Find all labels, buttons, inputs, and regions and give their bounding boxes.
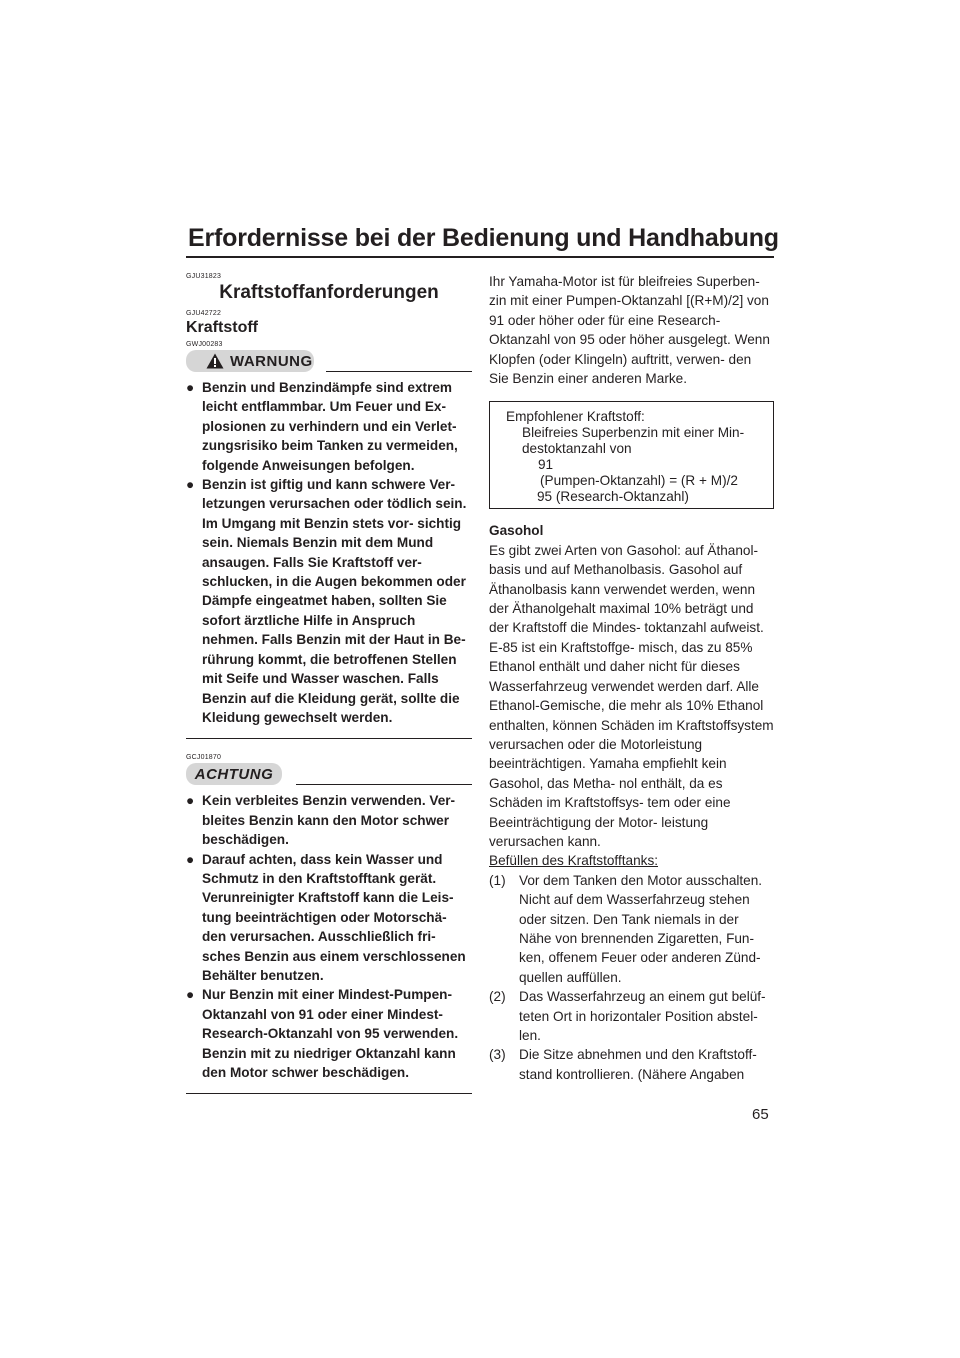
list-item: (3) Die Sitze abnehmen und den Kraftstoff- stand kontrollieren. (Nähere Angaben bbox=[489, 1047, 757, 1082]
spec-line: (Pumpen-Oktanzahl) = (R + M)/2 bbox=[540, 473, 738, 489]
bullet-icon: ● bbox=[186, 380, 195, 395]
gasohol-title: Gasohol bbox=[489, 523, 544, 539]
caution-label: ACHTUNG bbox=[194, 765, 274, 783]
caution-code: GCJ01870 bbox=[186, 754, 222, 762]
warning-label: WARNUNG bbox=[230, 352, 313, 370]
subsection-title: Kraftstoff bbox=[186, 319, 258, 336]
list-item: ● Benzin und Benzindämpfe sind extrem leicht entflammbar. Um Feuer und Ex- plosionen zu verhindern und ein Verlet- zungsrisiko beim Tanken zu vermeiden, folgende Anweisungen befolgen. bbox=[186, 380, 458, 473]
spec-line: 91 bbox=[538, 457, 554, 473]
caution-list bbox=[186, 791, 472, 1082]
right-column bbox=[489, 272, 774, 1084]
list-item: ● Nur Benzin mit einer Mindest-Pumpen- Oktanzahl von 91 oder einer Mindest- Research-Oktanzahl von 95 verwenden. Benzin mit zu niedriger Oktanzahl kann den Motor schwer beschädigen. bbox=[186, 987, 459, 1080]
list-item: ● Benzin ist giftig und kann schwere Ver- letzungen verursachen oder tödlich sein. Im Umgang mit Benzin stets vor- sichtig sein. Niemals Benzin mit dem Mund ansaugen. Falls Sie Kraftstoff ver- schlucken, in die Augen bekommen oder Dämpfe eingeatmet haben, sollten Sie sofort ärztliche Hilfe in Anspruch nehmen. Falls Benzin mit der Haut in Be- rührung kommt, die betroffenen Stellen mit Seife und Wasser waschen. Falls Benzin auf die Kleidung gerät, sollte die Kleidung gewechselt werden. bbox=[186, 477, 467, 725]
page-header bbox=[186, 224, 779, 258]
spec-line: Bleifreies Superbenzin mit einer Min- bbox=[522, 425, 745, 441]
divider bbox=[186, 1093, 472, 1094]
warning-header bbox=[186, 350, 472, 374]
bullet-icon: ● bbox=[186, 851, 195, 867]
gasohol-paragraph: Es gibt zwei Arten von Gasohol: auf Äthanol- basis und auf Methanolbasis. Gasohol auf Äthanolbasis kann verwendet werden, wenn der Äthanolgehalt maximal 10% beträgt und der Kraftstoff die Mindes- toktanzahl aufweist. E-85 ist ein Kraftstoffge- misch, das zu 85% Ethanol enthält und daher nicht für dieses Wasserfahrzeug verwendet werden darf. Alle Ethanol-Gemische, die mehr als 10% Ethanol enthalten, können Schäden im Kraftstoffsystem verursachen oder die Motorleistung beeinträchtigen. Yamaha empfiehlt kein Gasohol, das Metha- nol enthält, da es Schäden im Kraftstoffsys- tem oder eine Beeinträchtigung der Motor- leistung verursachen kann. bbox=[489, 542, 774, 849]
list-item: ● Kein verbleites Benzin verwenden. Ver- bleites Benzin kann den Motor schwer beschädigen. bbox=[186, 793, 456, 848]
warning-triangle-icon bbox=[206, 353, 224, 369]
caution-rule bbox=[296, 784, 472, 785]
warning-code: GWJ00283 bbox=[186, 341, 223, 348]
fill-steps bbox=[489, 871, 774, 1084]
subsection-code: GJU42722 bbox=[186, 310, 222, 317]
spec-line: 95 (Research-Oktanzahl) bbox=[537, 489, 689, 505]
left-column bbox=[186, 272, 472, 1094]
warning-rule bbox=[326, 371, 472, 372]
section-code: GJU31823 bbox=[186, 273, 222, 280]
fill-title: Befüllen des Kraftstofftanks: bbox=[489, 853, 659, 869]
list-item: (2) Das Wasserfahrzeug an einem gut belüf- teten Ort in horizontaler Position abstel- len. bbox=[489, 989, 766, 1043]
intro-paragraph: Ihr Yamaha-Motor ist für bleifreies Superben- zin mit einer Pumpen-Oktanzahl [(R+M)/2] von 91 oder höher oder für eine Research- Oktanzahl von 95 oder höher ausgelegt. Wenn Klopfen (oder Klingeln) auftritt, verwen- den Sie Benzin einer anderen Marke. bbox=[489, 274, 770, 387]
page-number: 65 bbox=[752, 1106, 769, 1123]
spec-line: destoktanzahl von bbox=[522, 441, 632, 457]
list-item: ● Darauf achten, dass kein Wasser und Schmutz in den Kraftstofftank gerät. Verunreinigter Kraftstoff kann die Leis- tung beeinträchtigen oder Motorschä- den verursachen. Ausschließlich fri- sches Benzin aus einem verschlossenen Behälter benutzen. bbox=[186, 851, 466, 983]
caution-badge bbox=[186, 763, 282, 785]
bullet-icon: ● bbox=[186, 987, 195, 1003]
page-title: Erfordernisse bei der Bedienung und Handhabung bbox=[188, 224, 779, 252]
warning-badge bbox=[186, 350, 314, 372]
warning-list bbox=[186, 378, 472, 727]
bullet-icon: ● bbox=[186, 793, 195, 809]
caution-header bbox=[186, 763, 472, 787]
spec-box bbox=[489, 401, 774, 509]
divider bbox=[186, 738, 472, 739]
list-item: (1) Vor dem Tanken den Motor ausschalten. Nicht auf dem Wasserfahrzeug stehen oder sitzen. Den Tank niemals in der Nähe von brennenden Zigaretten, Fun- ken, offenem Feuer oder anderen Zünd- quellen auffüllen. bbox=[489, 872, 763, 985]
spec-label: Empfohlener Kraftstoff: bbox=[506, 409, 645, 425]
bullet-icon: ● bbox=[186, 477, 195, 493]
section-title: Kraftstoffanforderungen bbox=[219, 282, 439, 303]
